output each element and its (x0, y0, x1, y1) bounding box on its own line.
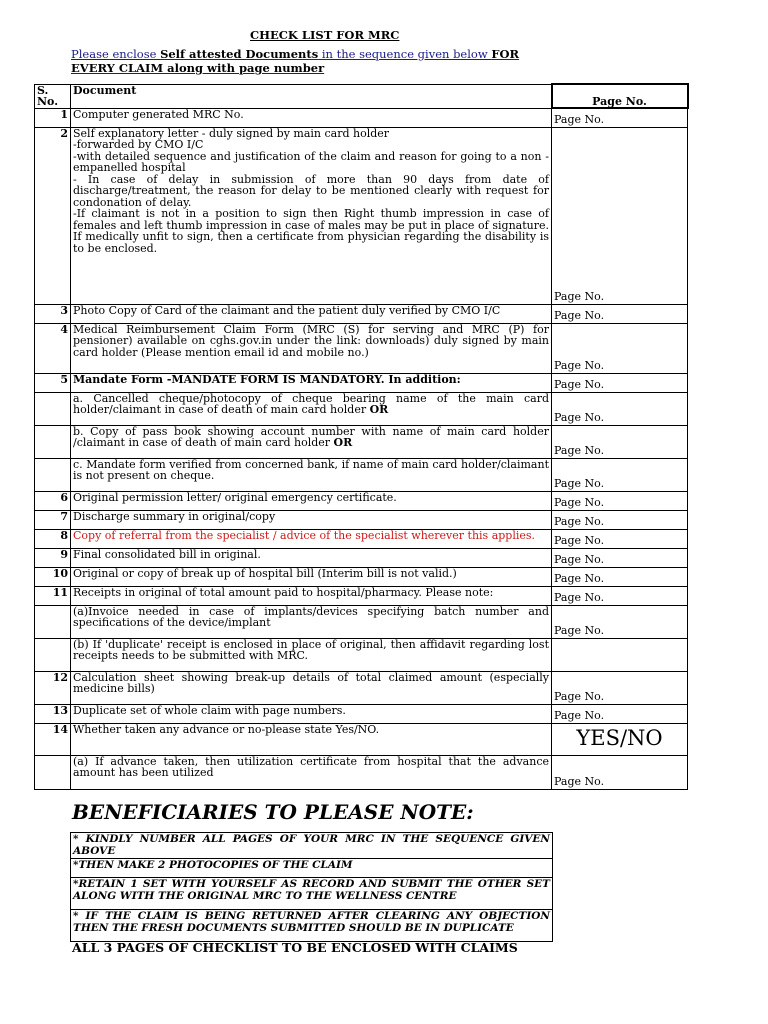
row-document: Medical Reimbursement Claim Form (MRC (S) for serving and MRC (P) for pensioner) available on cghs.gov.in under the link: downloads) duly signed by main card holder (Please mention email id and mobile no.) (71, 323, 552, 373)
row-document (71, 127, 552, 304)
row-sno (35, 425, 71, 458)
intro-bold: Self attested Documents (160, 47, 319, 61)
row-sno (35, 755, 71, 789)
row-sno: 5 (35, 373, 71, 392)
row-page-no: Page No. (552, 671, 688, 704)
row-document: Discharge summary in original/copy (71, 510, 552, 529)
row-page-no: Page No. (552, 586, 688, 605)
row-document: Original or copy of break up of hospital bill (Interim bill is not valid.) (71, 567, 552, 586)
row-document-highlight: Copy of referral from the specialist / advice of the specialist wherever this applies. (71, 529, 552, 548)
row-page-no: Page No. (552, 548, 688, 567)
row-line: -If claimant is not in a position to sign then Right thumb impression in case of females and left thumb impression in case of males may be put in place of signature. If medically unfit to sign, then a certificate from physician regarding the disability is to be enclosed. (73, 207, 549, 255)
row-document: Photo Copy of Card of the claimant and the patient duly verified by CMO I/C (71, 304, 552, 323)
row-page-no: Page No. (552, 491, 688, 510)
note-row (71, 910, 553, 942)
row-page-no: Page No. (552, 529, 688, 548)
table-row (35, 373, 688, 392)
row-sno: 11 (35, 586, 71, 605)
row-sno (35, 458, 71, 491)
table-row (35, 567, 688, 586)
row-sno: 4 (35, 323, 71, 373)
row-line: -with detailed sequence and justification of the claim and reason for going to a non -empanelled hospital (73, 149, 549, 174)
table-row (35, 529, 688, 548)
table-row (35, 323, 688, 373)
row-or: OR (333, 436, 353, 449)
row-page-no: Page No. (552, 755, 688, 789)
row-page-no: Page No. (552, 605, 688, 638)
row-sno: 12 (35, 671, 71, 704)
table-row (35, 458, 688, 491)
table-row (35, 127, 688, 304)
row-sno (35, 638, 71, 671)
row-page-no: Page No. (552, 567, 688, 586)
table-row (35, 605, 688, 638)
table-row (35, 548, 688, 567)
row-sno: 7 (35, 510, 71, 529)
row-document: (a)Invoice needed in case of implants/devices specifying batch number and specifications of the device/implant (71, 605, 552, 638)
col-document-header: Document (71, 84, 552, 108)
row-document: c. Mandate form verified from concerned bank, if name of main card holder/claimant is not present on cheque. (71, 458, 552, 491)
note-item: * IF THE CLAIM IS BEING RETURNED AFTER CLEARING ANY OBJECTION THEN THE FRESH DOCUMENTS SUBMITTED SHOULD BE IN DUPLICATE (71, 910, 553, 942)
row-text: b. Copy of pass book showing account number with name of main card holder /claimant in case of death of main card holder (73, 425, 549, 449)
intro-instruction (71, 47, 561, 75)
col-page-header: Page No. (552, 84, 688, 108)
table-row (35, 304, 688, 323)
checklist-table (34, 83, 689, 790)
col-sno-header: S. No. (35, 84, 71, 108)
note-row (71, 833, 553, 859)
note-row (71, 878, 553, 910)
row-page-no: Page No. (552, 510, 688, 529)
footer-note: ALL 3 PAGES OF CHECKLIST TO BE ENCLOSED WITH CLAIMS (72, 940, 518, 955)
table-row (35, 425, 688, 458)
row-document (71, 425, 552, 458)
row-sno: 14 (35, 723, 71, 755)
row-page-no: Page No. (552, 304, 688, 323)
row-sno: 13 (35, 704, 71, 723)
row-sno: 9 (35, 548, 71, 567)
row-page-no: Page No. (552, 323, 688, 373)
row-text: a. Cancelled cheque/photocopy of cheque bearing name of the main card holder/claimant in case of death of main card holder (73, 392, 549, 416)
row-line: -forwarded by CMO I/C (73, 138, 204, 151)
row-document (71, 392, 552, 425)
row-sno: 1 (35, 108, 71, 127)
table-row (35, 108, 688, 127)
row-document: (a) If advance taken, then utilization certificate from hospital that the advance amount has been utilized (71, 755, 552, 789)
note-item: *THEN MAKE 2 PHOTOCOPIES OF THE CLAIM (71, 859, 553, 878)
row-page-no: Page No. (552, 392, 688, 425)
intro-middle: in the sequence given below (318, 47, 492, 61)
table-row (35, 510, 688, 529)
table-row (35, 586, 688, 605)
table-row (35, 671, 688, 704)
row-document: Mandate Form -MANDATE FORM IS MANDATORY. In addition: (71, 373, 552, 392)
row-sno (35, 605, 71, 638)
row-sno: 3 (35, 304, 71, 323)
row-page-no: Page No. (552, 127, 688, 304)
row-sno: 6 (35, 491, 71, 510)
row-or: OR (369, 403, 389, 416)
table-row (35, 755, 688, 789)
row-page-no (552, 638, 688, 671)
page-title: CHECK LIST FOR MRC (250, 28, 400, 42)
table-row (35, 392, 688, 425)
notes-heading: BENEFICIARIES TO PLEASE NOTE: (72, 800, 474, 824)
table-header-row (35, 84, 688, 108)
row-document: Duplicate set of whole claim with page numbers. (71, 704, 552, 723)
row-page-no: Page No. (552, 425, 688, 458)
note-row (71, 859, 553, 878)
note-item: * KINDLY NUMBER ALL PAGES OF YOUR MRC IN THE SEQUENCE GIVEN ABOVE (71, 833, 553, 859)
yes-no-answer: YES/NO (552, 723, 688, 755)
notes-table (70, 832, 553, 942)
row-document: Receipts in original of total amount paid to hospital/pharmacy. Please note: (71, 586, 552, 605)
intro-prefix: Please enclose (71, 47, 161, 61)
note-item: *RETAIN 1 SET WITH YOURSELF AS RECORD AND SUBMIT THE OTHER SET ALONG WITH THE ORIGINAL MRC TO THE WELLNESS CENTRE (71, 878, 553, 910)
row-line: - In case of delay in submission of more than 90 days from date of discharge/treatment, the reason for delay to be mentioned clearly with request for condonation of delay. (73, 172, 549, 209)
row-document: Whether taken any advance or no-please state Yes/NO. (71, 723, 552, 755)
intro-bold-2: FOR EVERY CLAIM along with page number (71, 47, 520, 75)
row-document: Computer generated MRC No. (71, 108, 552, 127)
row-document: (b) If 'duplicate' receipt is enclosed in place of original, then affidavit regarding lost receipts needs to be submitted with MRC. (71, 638, 552, 671)
row-line: Self explanatory letter - duly signed by main card holder (73, 127, 390, 140)
row-page-no: Page No. (552, 108, 688, 127)
row-document: Original permission letter/ original emergency certificate. (71, 491, 552, 510)
table-row (35, 723, 688, 755)
table-row (35, 491, 688, 510)
row-sno (35, 392, 71, 425)
row-document: Final consolidated bill in original. (71, 548, 552, 567)
row-page-no: Page No. (552, 373, 688, 392)
table-row (35, 638, 688, 671)
row-sno: 8 (35, 529, 71, 548)
table-row (35, 704, 688, 723)
row-page-no: Page No. (552, 458, 688, 491)
row-page-no: Page No. (552, 704, 688, 723)
row-sno: 10 (35, 567, 71, 586)
row-document: Calculation sheet showing break-up details of total claimed amount (especially medicine bills) (71, 671, 552, 704)
row-sno: 2 (35, 127, 71, 304)
